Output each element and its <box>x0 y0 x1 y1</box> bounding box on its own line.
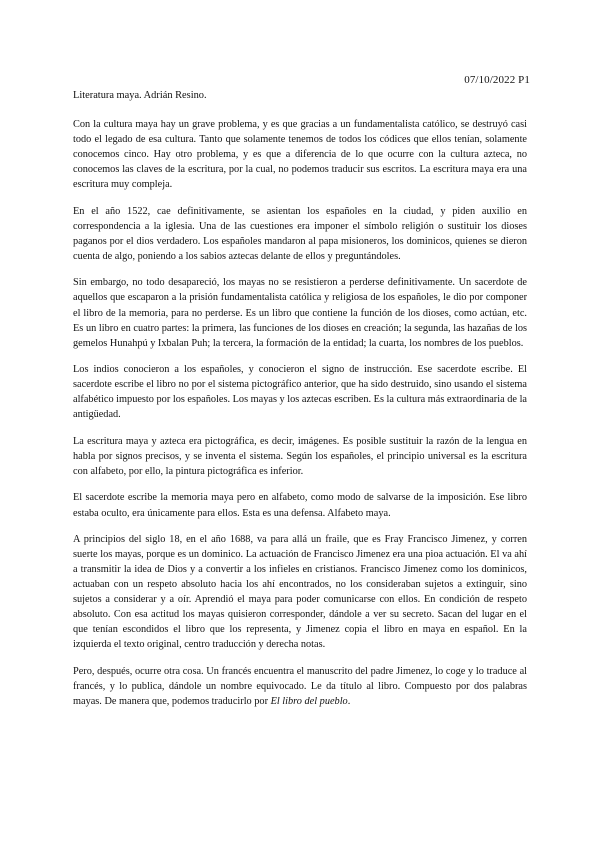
paragraph-8-text: Pero, después, ocurre otra cosa. Un francés encuentra el manuscrito del padre Jimenez, lo coge y lo traduce al francés, y lo publica, dándole un nombre equivocado. Le da título al libro. Compuesto por dos palabras mayas. De manera que, podemos traducirlo por <box>73 665 527 708</box>
paragraph-6: El sacerdote escribe la memoria maya pero en alfabeto, como modo de salvarse de la imposición. Ese libro estaba oculto, era únicamente para ellos. Esta es una defensa. Alfabeto maya. <box>73 492 527 519</box>
paragraph-2: En el año 1522, cae definitivamente, se asientan los españoles en la ciudad, y piden auxilio en correspondencia a la iglesia. Una de las cuestiones era imponer el símbolo religión o sustituir los dioses paganos por el dios verdadero. Los españoles mandaron al papa misioneros, los dominicos, quienes se dieron cuenta de algo, poniendo a los sabios aztecas delante de ellos y preguntándoles. <box>73 205 527 262</box>
paragraph-8-end: . <box>347 696 351 708</box>
document-date: 07/10/2022 P1 <box>464 74 530 86</box>
paragraph-1: Con la cultura maya hay un grave problema, y es que gracias a un fundamentalista católico, se destruyó casi todo el legado de esa cultura. Tanto que solamente tenemos de todos los códices que ellos tenían, solamente conocemos cinco. Hay otro problema, y es que a diferencia de lo que ocurre con la cultura azteca, no conocemos las claves de la escritura, por la cual, no podemos traducir sus escritos. La escritura maya era una escritura muy compleja. <box>73 119 527 191</box>
paragraph-7: A principios del siglo 18, en el año 1688, va para allá un fraile, que es Fray Francisco Jimenez, y corren suerte los mayas, porque es un dominico. La actuación de Francisco Jimenez era una pioa actuación. El va ahí a transmitir la idea de Dios y a convertir a los infieles en cristianos. Francisco Jimenez como los dominicos, actuaban con un respeto absoluto hacia los ahí encontrados, no los consideraban sujetos a extinguir, sino sujetos a considerar y a oír. Aprendió el maya para poder comunicarse con ellos. En condición de respeto absoluto. Con esa actitud los mayas quisieron corresponder, dándole a ver su secreto. Sacan del lugar en el que tenían escondidos el libro que los representa, y Jimenez copia el libro en maya en español. En la izquierda el texto original, centro traducción y derecha notas. <box>73 534 527 651</box>
book-title-italic: El libro del pueblo <box>270 696 348 708</box>
document-title: Literatura maya. Adrián Resino. <box>73 90 207 101</box>
document-body <box>73 117 527 721</box>
paragraph-3: Sin embargo, no todo desapareció, los mayas no se resistieron a perderse definitivamente. Un sacerdote de aquellos que escaparon a la prisión fundamentalista católica y religiosa de los españoles, le dio por componer el libro de la memoria, para no perderse. Es un libro que contiene la función de los dioses, como actúan, etc. Es un libro en cuatro partes: la primera, las funciones de los dioses en creación; la segunda, las hazañas de los gemelos Hunahpú y Ixbalan Puh; la tercera, la formación de la entidad; la cuarta, los nombres de los pueblos. <box>73 277 527 349</box>
paragraph-5: La escritura maya y azteca era pictográfica, es decir, imágenes. Es posible sustituir la razón de la lengua en habla por signos precisos, y se inventa el sistema. Según los españoles, el principio universal es la escritura con alfabeto, por ello, la pintura pictográfica es inferior. <box>73 435 527 477</box>
paragraph-8 <box>73 664 527 709</box>
paragraph-4: Los indios conocieron a los españoles, y conocieron el signo de instrucción. Ese sacerdote escribe. El sacerdote escribe el libro no por el sistema pictográfico anterior, que ha sido destruido, sino usando el sistema alfabético impuesto por los españoles. Los mayas y los aztecas escriben. Es la cultura más extraordinaria de la antigüedad. <box>73 364 527 421</box>
